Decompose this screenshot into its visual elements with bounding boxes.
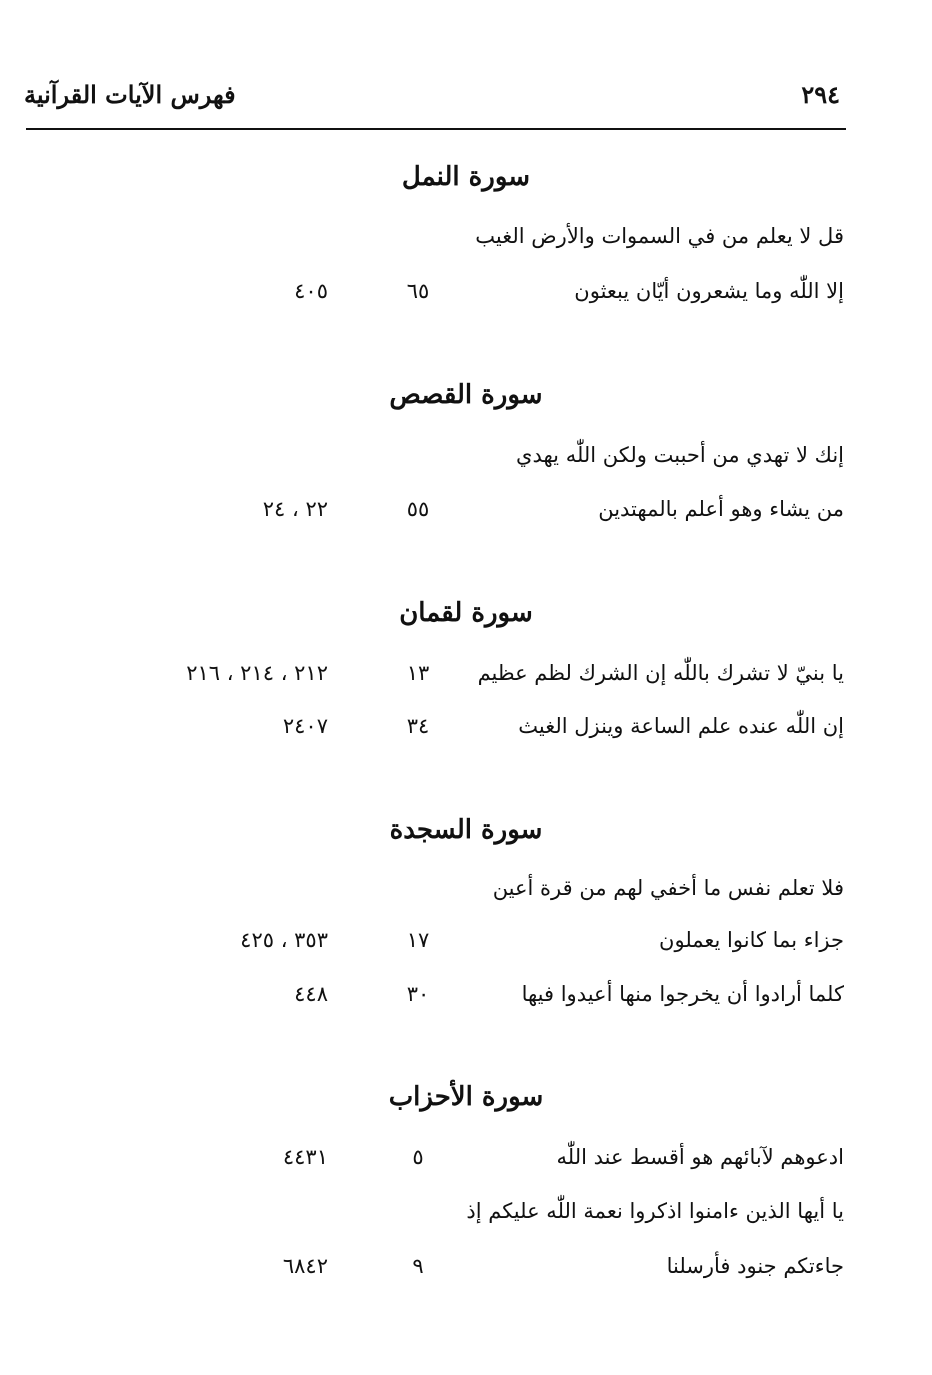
verse-text: إن اللّٰه عنده علم الساعة وينزل الغيث: [518, 714, 844, 738]
page-references: ٤٤٣١: [282, 1145, 328, 1169]
verse-text: إنك لا تهدي من أحببت ولكن اللّٰه يهدي: [516, 443, 844, 467]
verse-text: ادعوهم لآبائهم هو أقسط عند اللّٰه: [556, 1145, 844, 1169]
ayah-number: ٩: [412, 1254, 424, 1278]
surah-title: سورة النمل: [401, 162, 531, 192]
verse-text: جزاء بما كانوا يعملون: [659, 928, 844, 952]
surah-title: سورة السجدة: [389, 815, 543, 845]
page-references: ٢٢ ، ٢٤: [262, 497, 328, 521]
surah-title: سورة القصص: [389, 380, 543, 410]
running-title: فهرس الآيات القرآنية: [24, 80, 236, 109]
verse-text: جاءتكم جنود فأرسلنا: [666, 1254, 844, 1278]
verse-text: يا أيها الذين ءامنوا اذكروا نعمة اللّٰه عليكم إذ: [466, 1199, 844, 1223]
ayah-number: ٣٤: [406, 714, 430, 738]
ayah-number: ٥٥: [406, 497, 430, 521]
verse-text: إلا اللّٰه وما يشعرون أيّان يبعثون: [574, 279, 844, 303]
ayah-number: ١٣: [406, 661, 430, 685]
ayah-number: ٥: [412, 1145, 424, 1169]
surah-title: سورة لقمان: [399, 598, 533, 628]
verse-text: يا بنيّ لا تشرك باللّٰه إن الشرك لظم عظيم: [477, 661, 844, 685]
page-number: ٢٩٤: [801, 80, 840, 109]
verse-text: فلا تعلم نفس ما أخفي لهم من قرة أعين: [492, 876, 844, 900]
page-references: ٣٥٣ ، ٤٢٥: [240, 928, 328, 952]
ayah-number: ٦٥: [406, 279, 430, 303]
page-references: ٢١٢ ، ٢١٤ ، ٢١٦: [186, 661, 328, 685]
header-rule: [26, 128, 846, 130]
verse-text: كلما أرادوا أن يخرجوا منها أعيدوا فيها: [521, 982, 844, 1006]
page-references: ٦٨٤٢: [282, 1254, 328, 1278]
page-references: ٢٤٠٧: [282, 714, 328, 738]
ayah-number: ١٧: [406, 928, 430, 952]
page-references: ٤٤٨: [294, 982, 328, 1006]
verse-text: من يشاء وهو أعلم بالمهتدين: [598, 497, 844, 521]
ayah-number: ٣٠: [406, 982, 430, 1006]
surah-title: سورة الأحزاب: [388, 1082, 544, 1112]
verse-text: قل لا يعلم من في السموات والأرض الغيب: [475, 224, 844, 248]
page-references: ٤٠٥: [294, 279, 328, 303]
